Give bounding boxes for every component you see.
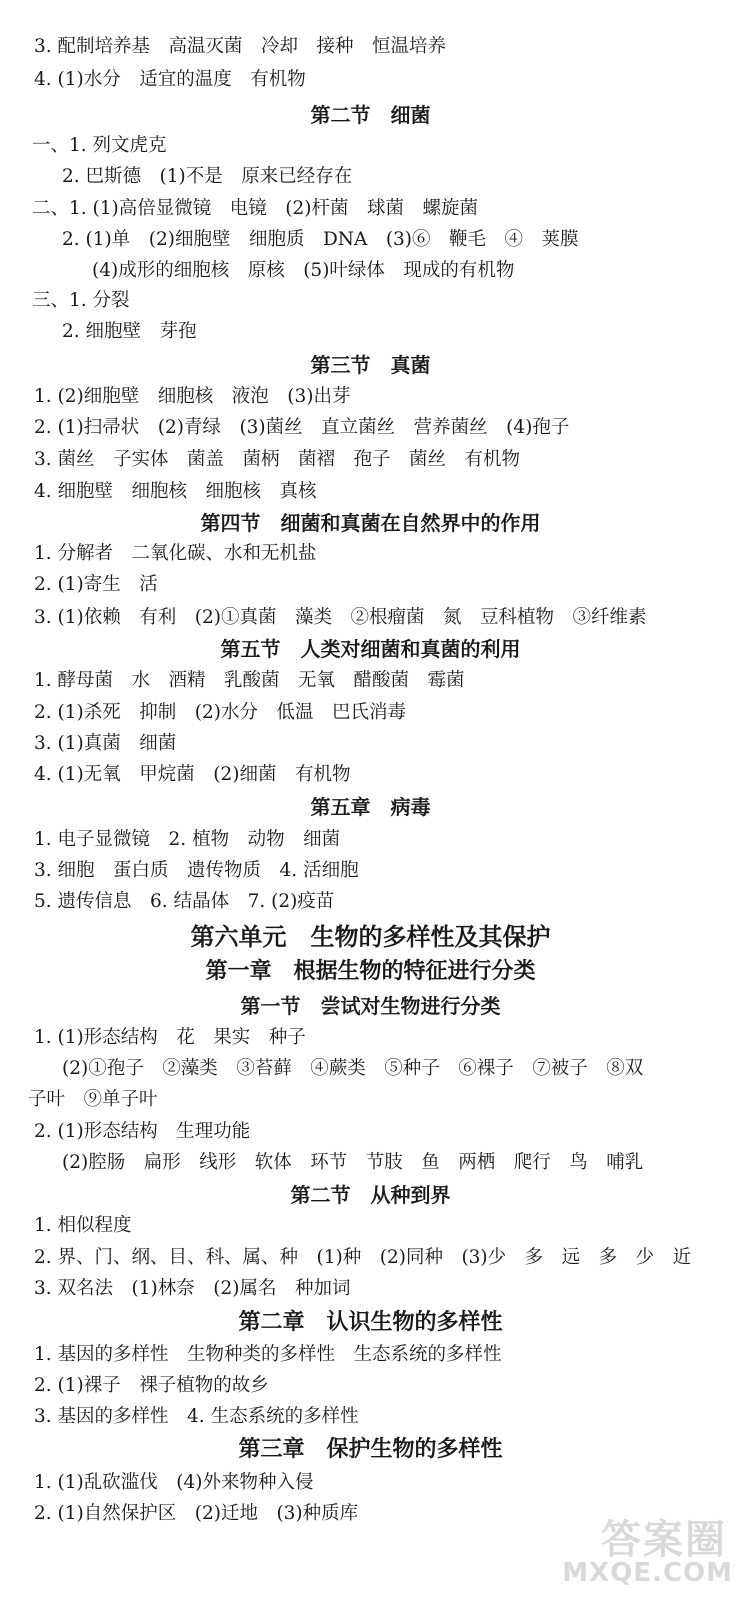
answer-line: 2. 界、门、纲、目、科、属、种 (1)种 (2)同种 (3)少 多 远 多 少 近 bbox=[34, 1247, 692, 1268]
section-heading: 第五节 人类对细菌和真菌的利用 bbox=[220, 637, 521, 661]
answer-line: 1. 酵母菌 水 酒精 乳酸菌 无氧 醋酸菌 霉菌 bbox=[34, 670, 465, 691]
chapter-heading: 第二章 认识生物的多样性 bbox=[238, 1310, 503, 1335]
site-watermark bbox=[523, 1508, 733, 1588]
answer-line: 1. 分解者 二氧化碳、水和无机盐 bbox=[34, 543, 317, 564]
answer-line: 1. (2)细胞壁 细胞核 液泡 (3)出芽 bbox=[34, 386, 351, 407]
answer-line: 二、1. (1)高倍显微镜 电镜 (2)杆菌 球菌 螺旋菌 bbox=[32, 198, 478, 219]
answer-line: 4. 细胞壁 细胞核 细胞核 真核 bbox=[34, 481, 317, 502]
answer-line: 1. 基因的多样性 生物种类的多样性 生态系统的多样性 bbox=[34, 1344, 502, 1365]
watermark-logo-text: 答案圈 bbox=[601, 1517, 727, 1563]
answer-line: 4. (1)无氧 甲烷菌 (2)细菌 有机物 bbox=[34, 764, 351, 785]
answer-line: 子叶 ⑨单子叶 bbox=[28, 1089, 158, 1110]
answer-line: 1. (1)形态结构 花 果实 种子 bbox=[34, 1027, 306, 1048]
answer-line: 三、1. 分裂 bbox=[32, 290, 130, 311]
section-heading: 第三节 真菌 bbox=[310, 353, 431, 377]
answer-line: 3. 细胞 蛋白质 遗传物质 4. 活细胞 bbox=[34, 860, 359, 881]
chapter-heading: 第三章 保护生物的多样性 bbox=[238, 1437, 503, 1462]
answer-line: 3. 菌丝 子实体 菌盖 菌柄 菌褶 孢子 菌丝 有机物 bbox=[34, 449, 521, 470]
watermark-domain: MXQE.COM bbox=[562, 1558, 733, 1588]
answer-line: 2. (1)形态结构 生理功能 bbox=[34, 1121, 251, 1142]
answer-line: 3. (1)依赖 有利 (2)①真菌 藻类 ②根瘤菌 氮 豆科植物 ③纤维素 bbox=[34, 607, 647, 628]
answer-line: 1. 电子显微镜 2. 植物 动物 细菌 bbox=[34, 829, 341, 850]
answer-line: (2)①孢子 ②藻类 ③苔藓 ④蕨类 ⑤种子 ⑥裸子 ⑦被子 ⑧双 bbox=[62, 1058, 644, 1079]
answer-line: 1. (1)乱砍滥伐 (4)外来物种入侵 bbox=[34, 1472, 314, 1493]
answer-line: 2. (1)自然保护区 (2)迁地 (3)种质库 bbox=[34, 1503, 359, 1524]
answer-line: 2. (1)寄生 活 bbox=[34, 574, 158, 595]
answer-line: 1. 相似程度 bbox=[34, 1215, 132, 1236]
answer-line: 2. (1)扫帚状 (2)青绿 (3)菌丝 直立菌丝 营养菌丝 (4)孢子 bbox=[34, 417, 570, 438]
chapter-heading: 第一章 根据生物的特征进行分类 bbox=[205, 959, 536, 984]
answer-line: 4. (1)水分 适宜的温度 有机物 bbox=[34, 69, 306, 90]
answer-line: (2)腔肠 扁形 线形 软体 环节 节肢 鱼 两栖 爬行 鸟 哺乳 bbox=[62, 1152, 644, 1173]
answer-line: 3. 配制培养基 高温灭菌 冷却 接种 恒温培养 bbox=[34, 36, 447, 57]
answer-line: 3. (1)真菌 细菌 bbox=[34, 733, 177, 754]
section-heading: 第二节 从种到界 bbox=[290, 1183, 451, 1207]
section-heading: 第一节 尝试对生物进行分类 bbox=[240, 994, 501, 1018]
answer-line: 2. (1)单 (2)细胞壁 细胞质 DNA (3)⑥ 鞭毛 ④ 荚膜 bbox=[62, 229, 579, 250]
answer-line: 2. 巴斯德 (1)不是 原来已经存在 bbox=[62, 166, 353, 187]
section-heading: 第四节 细菌和真菌在自然界中的作用 bbox=[200, 511, 541, 535]
answer-line: (4)成形的细胞核 原核 (5)叶绿体 现成的有机物 bbox=[92, 260, 515, 281]
answer-line: 2. (1)杀死 抑制 (2)水分 低温 巴氏消毒 bbox=[34, 702, 406, 723]
answer-line: 3. 基因的多样性 4. 生态系统的多样性 bbox=[34, 1406, 359, 1427]
answer-line: 3. 双名法 (1)林奈 (2)属名 种加词 bbox=[34, 1278, 351, 1299]
answer-line: 一、1. 列文虎克 bbox=[32, 135, 167, 156]
section-heading: 第二节 细菌 bbox=[310, 103, 431, 127]
answer-line: 2. 细胞壁 芽孢 bbox=[62, 321, 197, 342]
answer-line: 5. 遗传信息 6. 结晶体 7. (2)疫苗 bbox=[34, 891, 335, 912]
unit-heading: 第六单元 生物的多样性及其保护 bbox=[190, 923, 551, 951]
answer-line: 2. (1)裸子 裸子植物的故乡 bbox=[34, 1375, 269, 1396]
section-heading: 第五章 病毒 bbox=[310, 795, 431, 819]
